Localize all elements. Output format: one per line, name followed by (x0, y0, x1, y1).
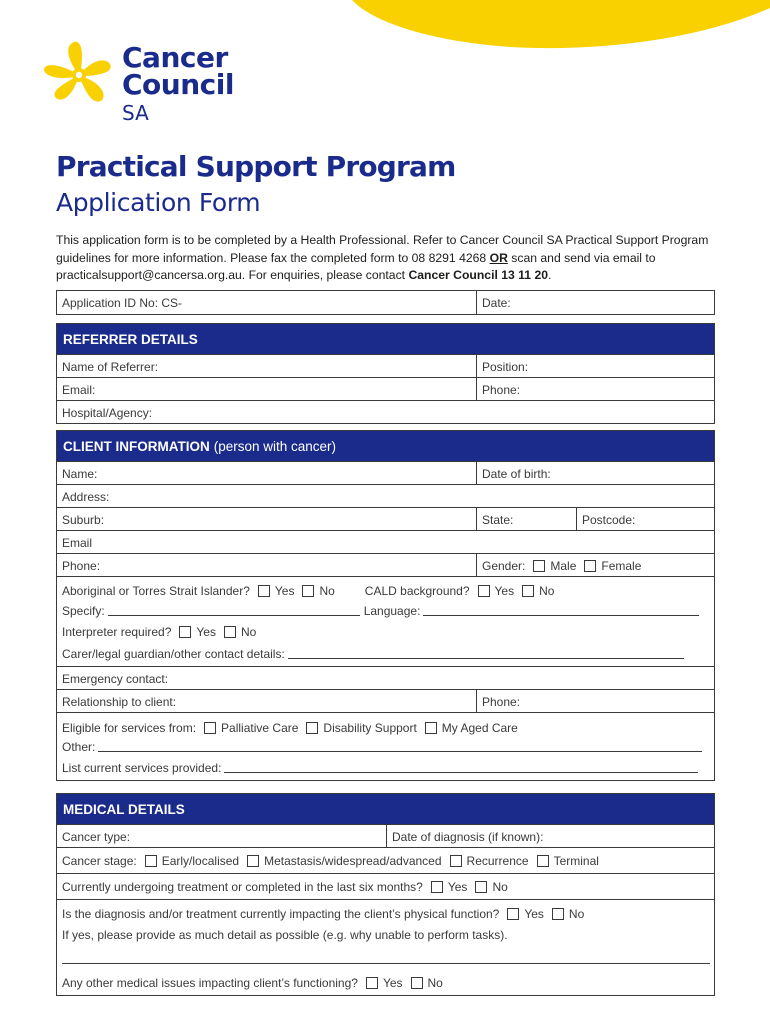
application-id-field[interactable] (57, 291, 477, 314)
application-id-table (56, 290, 715, 315)
date-field[interactable] (477, 291, 714, 314)
cancer-type-field[interactable] (57, 825, 387, 847)
application-id-label: Application ID No: CS- (62, 296, 183, 310)
other-issues-row (57, 971, 714, 995)
specify-language-row (57, 601, 714, 622)
emergency-phone-field[interactable] (477, 690, 714, 712)
referrer-phone-field[interactable] (477, 378, 714, 400)
intro-or: OR (489, 250, 508, 265)
client-postcode-field[interactable] (577, 508, 714, 530)
stage-terminal-checkbox[interactable] (537, 855, 549, 867)
referrer-phone-label: Phone: (482, 382, 521, 397)
current-services-row (57, 758, 714, 780)
client-name-field[interactable] (57, 462, 477, 484)
cancer-type-label: Cancer type: (62, 829, 131, 844)
carer-input-line[interactable] (288, 649, 684, 659)
emergency-label: Emergency contact: (62, 671, 169, 686)
impact-no-label: No (568, 907, 585, 921)
treatment-row (57, 874, 714, 899)
referrer-position-field[interactable] (477, 355, 714, 377)
treatment-yes-label: Yes (447, 880, 468, 894)
gender-male-checkbox[interactable] (533, 560, 545, 572)
brand-region: SA (122, 101, 149, 125)
treatment-label: Currently undergoing treatment or completed in the last six months? (62, 880, 423, 894)
emergency-phone-label: Phone: (482, 694, 521, 709)
interpreter-row (57, 622, 714, 644)
daffodil-logo-icon (38, 40, 120, 112)
other-input-line[interactable] (98, 742, 702, 752)
relationship-label: Relationship to client: (62, 694, 177, 709)
stage-label: Cancer stage: (62, 854, 137, 868)
cald-yes-label: Yes (494, 584, 515, 598)
client-address-label: Address: (62, 489, 110, 504)
treatment-no-label: No (492, 880, 508, 894)
impact-yes-checkbox[interactable] (507, 908, 519, 920)
brand-name-line1: Cancer (122, 41, 228, 74)
medical-header-text: MEDICAL DETAILS (63, 801, 185, 817)
language-label: Language: (363, 603, 421, 618)
other-issues-no-label: No (427, 975, 443, 990)
client-address-field[interactable] (57, 485, 714, 507)
language-input-line[interactable] (423, 606, 699, 616)
impact-block (57, 900, 715, 971)
stage-early-checkbox[interactable] (145, 855, 157, 867)
client-postcode-label: Postcode: (582, 512, 636, 527)
intro-contact: Cancer Council 13 11 20 (408, 268, 549, 282)
client-state-label: State: (482, 512, 514, 527)
cald-yes-checkbox[interactable] (478, 585, 490, 597)
current-services-input-line[interactable] (224, 763, 698, 773)
client-phone-field[interactable] (57, 554, 477, 576)
palliative-label: Palliative Care (221, 721, 299, 735)
gender-female-checkbox[interactable] (584, 560, 596, 572)
other-issues-label: Any other medical issues impacting client’s functioning? (62, 975, 358, 990)
intro-paragraph (56, 232, 716, 285)
interpreter-label: Interpreter required? (62, 625, 172, 639)
intro-part1: This application form is to be completed by a Health Professional. Refer to Cancer Council SA Practical Support Program guidelines for more information. Please fax the completed form to 08 8291 4268 (56, 233, 709, 265)
cald-label: CALD background? (364, 584, 470, 598)
aboriginal-cald-row (57, 577, 714, 601)
stage-recurrence-label: Recurrence (466, 854, 529, 868)
aged-care-label: My Aged Care (441, 721, 518, 735)
stage-recurrence-checkbox[interactable] (450, 855, 462, 867)
stage-early-label: Early/localised (161, 854, 240, 868)
gender-male-label: Male (550, 558, 577, 573)
client-phone-label: Phone: (62, 558, 101, 573)
aboriginal-no-checkbox[interactable] (302, 585, 314, 597)
aged-care-checkbox[interactable] (425, 722, 437, 734)
carer-label: Carer/legal guardian/other contact details: (62, 647, 285, 661)
cald-no-checkbox[interactable] (522, 585, 534, 597)
client-suburb-field[interactable] (57, 508, 477, 530)
impact-no-checkbox[interactable] (552, 908, 564, 920)
aboriginal-label: Aboriginal or Torres Strait Islander? (62, 584, 250, 598)
impact-question-row (62, 907, 584, 921)
referrer-position-label: Position: (482, 359, 529, 374)
referrer-header (57, 324, 714, 354)
client-suburb-label: Suburb: (62, 512, 105, 527)
cald-no-label: No (539, 584, 555, 598)
gender-label: Gender: (482, 558, 526, 573)
impact-detail-label: If yes, please provide as much detail as possible (e.g. why unable to perform tasks). (62, 928, 508, 942)
medical-header (57, 794, 714, 824)
intro-part2: scan and send via email to practicalsupport@cancersa.org.au. For enquiries, please contact (56, 250, 656, 282)
other-services-row (57, 738, 714, 758)
relationship-field[interactable] (57, 690, 477, 712)
client-section (56, 430, 715, 781)
referrer-name-field[interactable] (57, 355, 477, 377)
referrer-email-field[interactable] (57, 378, 477, 400)
client-name-label: Name: (62, 466, 98, 481)
interpreter-no-checkbox[interactable] (224, 626, 236, 638)
client-dob-label: Date of birth: (482, 466, 551, 481)
treatment-no-checkbox[interactable] (475, 881, 487, 893)
eligible-label: Eligible for services from: (62, 721, 197, 735)
medical-section (56, 793, 715, 996)
brand-name-line2: Council (122, 68, 234, 101)
impact-detail-input-line[interactable] (62, 954, 710, 964)
client-state-field[interactable] (477, 508, 577, 530)
disability-checkbox[interactable] (306, 722, 318, 734)
gender-female-label: Female (601, 558, 642, 573)
carer-row (57, 644, 714, 666)
date-diagnosis-label: Date of diagnosis (if known): (392, 829, 544, 844)
date-diagnosis-field[interactable] (387, 825, 714, 847)
referrer-hospital-label: Hospital/Agency: (62, 405, 153, 420)
client-gender-field (477, 554, 714, 576)
page-title: Practical Support Program (56, 150, 456, 183)
intro-end: . (548, 268, 552, 282)
aboriginal-no-label: No (319, 584, 335, 598)
disability-label: Disability Support (323, 721, 417, 735)
specify-label: Specify: (62, 603, 105, 618)
interpreter-yes-label: Yes (196, 625, 216, 639)
specify-input-line[interactable] (108, 606, 360, 616)
palliative-checkbox[interactable] (204, 722, 216, 734)
aboriginal-yes-checkbox[interactable] (258, 585, 270, 597)
stage-metastasis-checkbox[interactable] (247, 855, 259, 867)
stage-terminal-label: Terminal (553, 854, 599, 868)
aboriginal-yes-label: Yes (274, 584, 295, 598)
client-header-note: (person with cancer) (213, 438, 337, 454)
client-email-field[interactable] (57, 531, 714, 553)
referrer-header-text: REFERRER DETAILS (63, 331, 198, 347)
referrer-email-label: Email: (62, 382, 96, 397)
stage-metastasis-label: Metastasis/widespread/advanced (264, 854, 442, 868)
current-services-label: List current services provided: (62, 761, 222, 775)
cancer-stage-row (57, 848, 714, 873)
date-label: Date: (482, 296, 511, 310)
referrer-hospital-field[interactable] (57, 401, 714, 423)
other-issues-no-checkbox[interactable] (411, 977, 423, 989)
client-header-text: CLIENT INFORMATION (63, 438, 210, 454)
treatment-yes-checkbox[interactable] (431, 881, 443, 893)
emergency-contact-field[interactable] (57, 667, 714, 689)
other-label: Other: (62, 740, 96, 754)
page-subtitle: Application Form (56, 188, 261, 217)
client-email-label: Email (62, 535, 93, 550)
eligible-row (57, 713, 714, 738)
other-issues-yes-checkbox[interactable] (366, 977, 378, 989)
referrer-name-label: Name of Referrer: (62, 359, 159, 374)
interpreter-yes-checkbox[interactable] (179, 626, 191, 638)
interpreter-no-label: No (240, 625, 257, 639)
impact-yes-label: Yes (524, 907, 544, 921)
other-issues-yes-label: Yes (382, 975, 403, 990)
impact-label: Is the diagnosis and/or treatment currently impacting the client’s physical function? (62, 907, 500, 921)
client-dob-field[interactable] (477, 462, 714, 484)
brand-wordmark (122, 41, 234, 125)
client-header (57, 431, 714, 461)
referrer-section (56, 323, 715, 424)
